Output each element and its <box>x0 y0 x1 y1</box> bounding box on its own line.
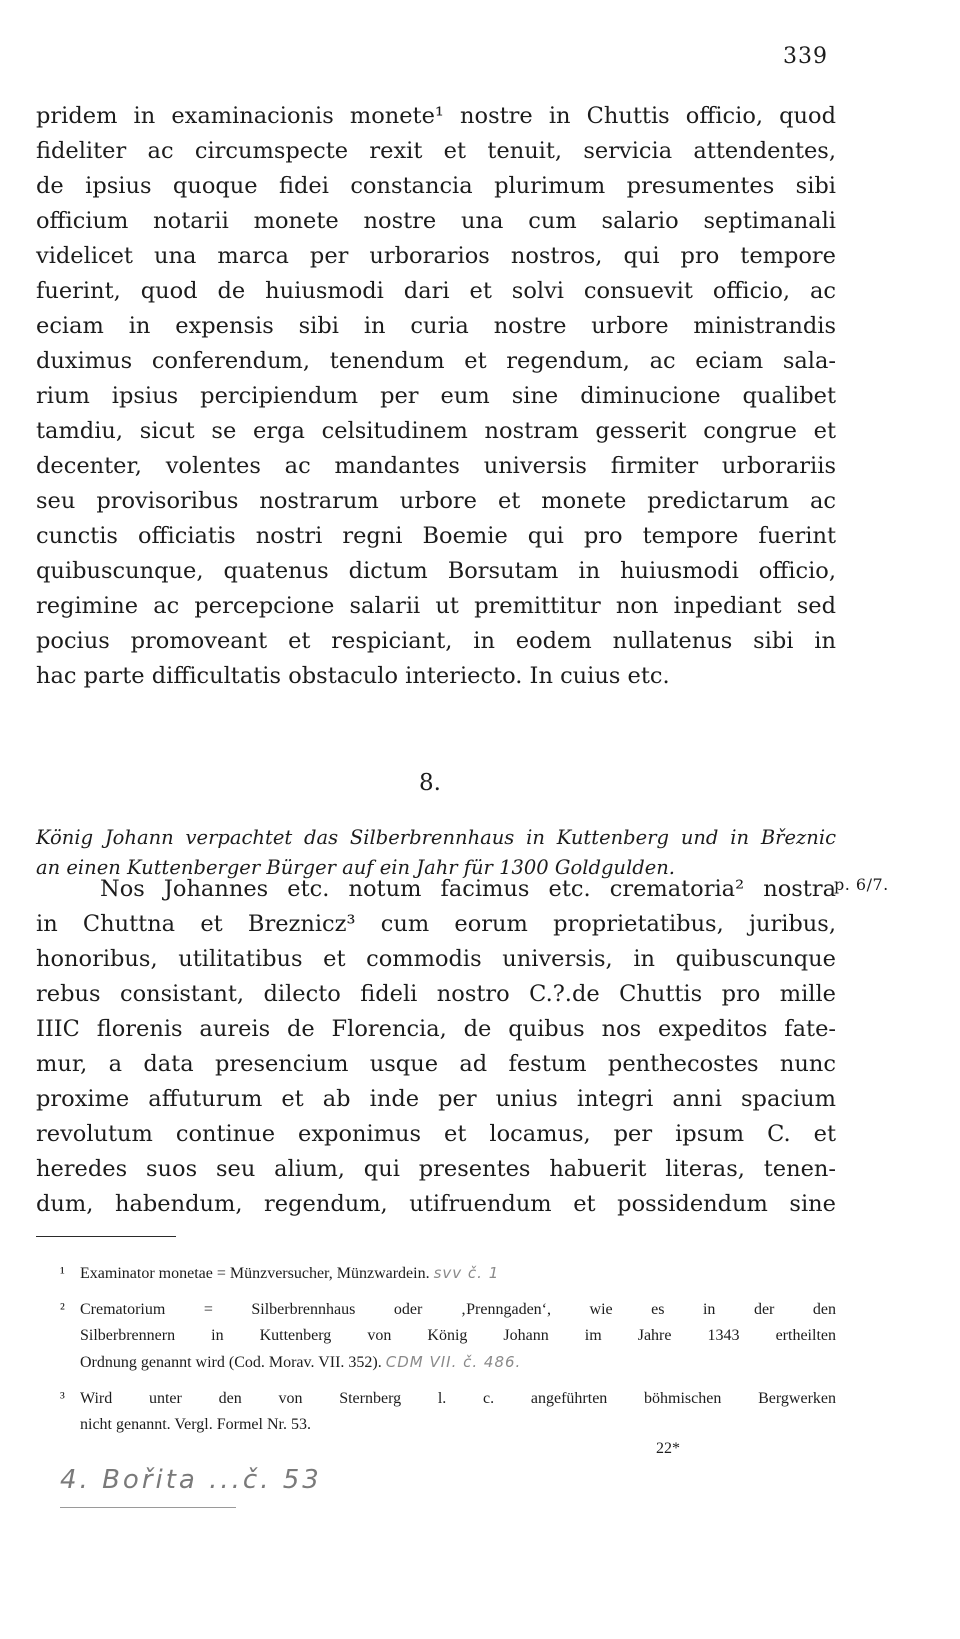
text-line: quibuscunque, quatenus dictum Borsutam in huiusmodi officio, <box>36 558 836 584</box>
footnote-text: Crematorium = Silberbrennhaus oder ‚Prenngaden‘, wie es in der den <box>80 1301 836 1318</box>
text-line: mur, a data presencium usque ad festum penthecostes nunc <box>36 1051 836 1077</box>
text-line: heredes suos seu alium, qui presentes habuerit literas, tenen- <box>36 1156 836 1182</box>
summary-line: an einen Kuttenberger Bürger auf ein Jahr für 1300 Goldgulden. <box>36 856 675 879</box>
footnote-marker: ³ <box>60 1390 65 1407</box>
footnote-divider <box>36 1236 176 1237</box>
text-line: IIIC florenis aureis de Florencia, de quibus nos expeditos fate- <box>36 1016 836 1042</box>
text-line: fideliter ac circumspecte rexit et tenuit, servicia attendentes, <box>36 138 836 164</box>
footnote-text: Ordnung genannt wird (Cod. Morav. VII. 352). <box>80 1354 382 1371</box>
footnote-1 <box>60 1260 836 1287</box>
text-line: videlicet una marca per urborarios nostros, qui pro tempore <box>36 243 836 269</box>
footnote-text: Wird unter den von Sternberg l. c. angeführten böhmischen Bergwerken <box>80 1390 836 1407</box>
text-line: regimine ac percepcione salarii ut premittitur non inpediant sed <box>36 593 836 619</box>
text-line: duximus conferendum, tenendum et regendum, ac eciam sala- <box>36 348 836 374</box>
footnote-marker: ¹ <box>60 1265 65 1282</box>
charter-paragraph <box>36 872 836 1222</box>
footnote-text: Silberbrennern in Kuttenberg von König Johann im Jahre 1343 ertheilten <box>80 1327 836 1344</box>
text-line: cunctis officiatis nostri regni Boemie qui pro tempore fuerint <box>36 523 836 549</box>
handwritten-note: 4. Bořita ...č. 53 <box>60 1465 322 1495</box>
text-line: revolutum continue exponimus et locamus, per ipsum C. et <box>36 1121 836 1147</box>
text-line: dum, habendum, regendum, utifruendum et possidendum sine <box>36 1191 836 1217</box>
text-line: pridem in examinacionis monete¹ nostre in Chuttis officio, quod <box>36 103 836 129</box>
margin-reference: p. 6/7. <box>834 875 889 894</box>
handwritten-underline <box>60 1507 236 1508</box>
page-number: 339 <box>783 44 828 69</box>
text-line: fuerint, quod de huiusmodi dari et solvi consuevit officio, ac <box>36 278 836 304</box>
footnote-text: Examinator monetae = Münzversucher, Münzwardein. <box>80 1265 430 1282</box>
text-line: honoribus, utilitatibus et commodis universis, in quibuscunque <box>36 946 836 972</box>
text-line: hac parte difficultatis obstaculo interiecto. In cuius etc. <box>36 663 670 689</box>
summary-line: König Johann verpachtet das Silberbrennhaus in Kuttenberg und in Březnic <box>36 826 836 849</box>
pencil-annotation: CDM VII. č. 486. <box>385 1353 522 1371</box>
section-number: 8. <box>419 770 441 796</box>
text-line: officium notarii monete nostre una cum salario septimanali <box>36 208 836 234</box>
text-line: rium ipsius percipiendum per eum sine diminucione qualibet <box>36 383 836 409</box>
text-line: Nos Johannes etc. notum facimus etc. crematoria² nostra <box>100 876 836 902</box>
text-line: de ipsius quoque fidei constancia plurimum presumentes sibi <box>36 173 836 199</box>
footnote-marker: ² <box>60 1301 65 1318</box>
text-line: decenter, volentes ac mandantes universis firmiter urborariis <box>36 453 836 479</box>
sheet-signature: 22* <box>656 1440 680 1457</box>
text-line: rebus consistant, dilecto fideli nostro C.?.de Chuttis pro mille <box>36 981 836 1007</box>
footnote-text: nicht genannt. Vergl. Formel Nr. 53. <box>80 1416 311 1433</box>
footnote-3 <box>60 1386 836 1438</box>
text-line: in Chuttna et Breznicz³ cum eorum proprietatibus, juribus, <box>36 911 836 937</box>
text-line: proxime affuturum et ab inde per unius integri anni spacium <box>36 1086 836 1112</box>
text-line: seu provisoribus nostrarum urbore et monete predictarum ac <box>36 488 836 514</box>
main-paragraph-continued <box>36 99 836 694</box>
pencil-annotation: svv č. 1 <box>433 1264 500 1282</box>
footnote-2 <box>60 1297 836 1376</box>
text-line: tamdiu, sicut se erga celsitudinem nostram gesserit congrue et <box>36 418 836 444</box>
footnotes <box>60 1260 836 1448</box>
text-line: eciam in expensis sibi in curia nostre urbore ministrandis <box>36 313 836 339</box>
text-line: pocius promoveant et respiciant, in eodem nullatenus sibi in <box>36 628 836 654</box>
